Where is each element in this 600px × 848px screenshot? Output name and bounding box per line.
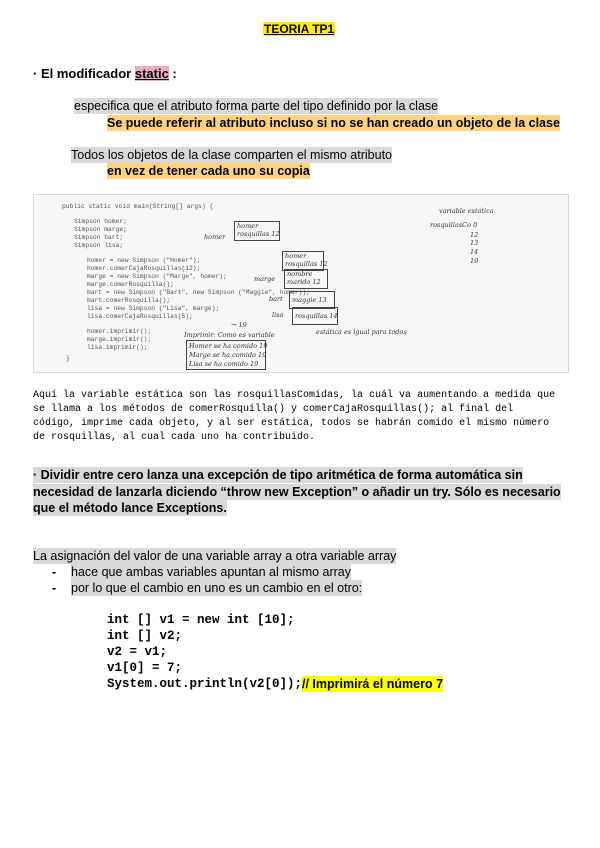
note-n19b: → 19 — [231, 321, 247, 329]
scan-code-line: Simpson homer; — [74, 218, 127, 225]
explanation-line-2: se llama a los métodos de comerRosquilla() y comerCajaRosquillas(); al final del — [33, 404, 514, 415]
scan-code-line: } — [66, 355, 70, 362]
note-rosquillas-box: rosquillas 12 — [237, 230, 280, 238]
code-line-1: int [] v1 = new int [10]; — [107, 613, 295, 627]
division-line-2: necesidad de lanzarla diciendo “throw new Exception” o añadir un try. Sólo es necesario — [33, 485, 561, 499]
array-bullet-2: por lo que el cambio en uno es un cambio en el otro: — [71, 581, 363, 595]
note-homer-box2: homer — [285, 252, 307, 260]
explanation-line-1: Aquí la variable estática son las rosquillasComidas, la cuál va aumentando a medida que — [33, 390, 556, 401]
division-line-1: · Dividir entre cero lanza una excepción de tipo aritmética de forma automática sin — [33, 468, 523, 482]
static-colon: : — [168, 66, 177, 81]
note-rosquillas: rosquillasCo 0 — [430, 221, 478, 229]
note-out1: Homer se ha comido 19 — [189, 342, 268, 350]
scan-code-line: marge.imprimir(); — [87, 336, 152, 343]
note-n19: 19 — [470, 257, 479, 265]
note-imprimir-rest: estática es igual para todos — [316, 328, 407, 336]
array-bullet-1: hace que ambas variables apuntan al mismo array — [71, 565, 352, 579]
array-heading: La asignación del valor de una variable array a otra variable array — [33, 549, 397, 563]
scan-code-line: Simpson lisa; — [74, 242, 124, 249]
scan-code-line: homer.comerCajaRosquillas(12); — [87, 265, 201, 272]
scan-code-line: bart.comerRosquilla(); — [87, 297, 171, 304]
note-homer-box: homer — [237, 222, 259, 230]
code-line-2: int [] v2; — [107, 629, 183, 643]
note-bart: bart — [269, 295, 283, 303]
scan-code-line: marge.comerRosquilla(); — [87, 281, 174, 288]
note-n12: 12 — [470, 231, 479, 239]
page-title: TEORIA TP1 — [264, 22, 335, 36]
note-var-estatica: variable estática — [439, 207, 494, 215]
note-out3: Lisa se ha comido 19 — [189, 360, 259, 368]
note-rosquillas-box2: rosquillas 12 — [285, 260, 328, 268]
array-bullet-1-dash: - — [52, 565, 57, 579]
scan-code-line: lisa.comerCajaRosquillas(5); — [87, 313, 193, 320]
explanation-line-3: código, imprime cada objeto, y al ser estática, todos se habrán comido el mismo número — [33, 418, 550, 429]
static-line-2: Se puede referir al atributo incluso si no se han creado un objeto de la clase — [107, 116, 560, 130]
note-n13: 13 — [470, 239, 479, 247]
code-comment: // Imprimirá el número 7 — [302, 677, 444, 691]
note-lisa: lisa — [272, 311, 284, 319]
note-marge-label: marge — [254, 275, 276, 283]
static-keyword: static — [134, 66, 169, 81]
note-rosquillas3: rosquillas 14 — [295, 312, 338, 320]
note-maggie: maggie 13 — [292, 296, 327, 304]
note-homer-label: homer — [204, 233, 226, 241]
scan-code-line: marge = new Simpson ("Marge", homer); — [87, 273, 227, 280]
static-bullet: · El modificador — [33, 66, 135, 81]
static-line-4: en vez de tener cada uno su copia — [107, 164, 310, 178]
note-nombre: nombre — [287, 270, 313, 278]
explanation-line-4: de rosquillas, al cual cada uno ha contribuido. — [33, 432, 316, 443]
note-n14: 14 — [470, 248, 479, 256]
scan-code-line: bart = new Simpson ("Bart", new Simpson ("Maggie", homer)); — [87, 289, 310, 296]
code-line-4: v1[0] = 7; — [107, 661, 183, 675]
scanned-code-image — [33, 194, 569, 373]
static-line-3: Todos los objetos de la clase comparten el mismo atributo — [71, 148, 392, 162]
scan-code-line: lisa.imprimir(); — [87, 344, 148, 351]
code-line-5: System.out.println(v2[0]); — [107, 677, 303, 691]
note-marido: marido 12 — [287, 278, 321, 286]
scan-code-line: Simpson bart; — [74, 234, 124, 241]
division-line-3: que el método lance Exceptions. — [33, 501, 227, 515]
code-line-3: v2 = v1; — [107, 645, 168, 659]
scan-code-line: lisa = new Simpson ("Lisa", marge); — [87, 305, 220, 312]
array-bullet-2-dash: - — [52, 581, 57, 595]
scan-code-line: homer = new Simpson ("Homer"); — [87, 257, 201, 264]
note-imprimir-title: Imprimir: Como es variable — [184, 331, 275, 339]
scan-code-line: homer.imprimir(); — [87, 328, 152, 335]
note-out2: Marge se ha comido 19 — [189, 351, 267, 359]
static-line-1: especifica que el atributo forma parte del tipo definido por la clase — [74, 99, 439, 113]
scan-code-line: public static void main(String[] args) { — [62, 203, 214, 210]
scan-code-line: Simpson marge; — [74, 226, 127, 233]
static-heading — [33, 66, 177, 82]
